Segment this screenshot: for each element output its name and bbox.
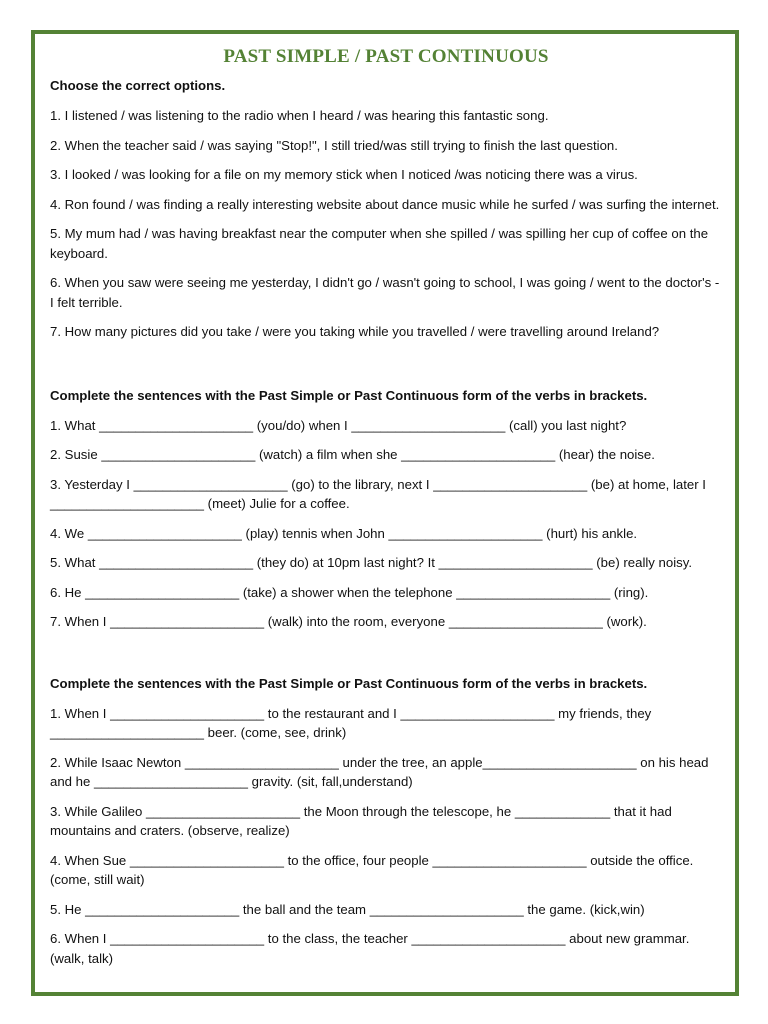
worksheet (50, 46, 722, 978)
exercise-item: 7. How many pictures did you take / were you taking while you travelled / were travelling around Ireland? (50, 324, 660, 339)
exercise-item: 2. While Isaac Newton _____________________ under the tree, an apple_____________________ on his head and he _____________________ gravity. (sit, fall,understand) (50, 754, 709, 789)
exercise-item: 7. When I _____________________ (walk) into the room, everyone _____________________ (work). (50, 614, 647, 629)
exercise-item: 2. When the teacher said / was saying "Stop!", I still tried/was still trying to finish the last question. (50, 137, 618, 153)
exercise-item: 3. Yesterday I _____________________ (go) to the library, next I _____________________ (be) at home, later I _____________________ (meet) Julie for a coffee. (50, 476, 706, 511)
section-spacer (50, 642, 722, 674)
exercise-item: 5. He _____________________ the ball and the team _____________________ the game. (kick,win) (50, 901, 645, 917)
exercise-item: 4. When Sue _____________________ to the office, four people _____________________ outside the office. (come, still wait) (50, 852, 694, 887)
exercise-item: 1. I listened / was listening to the radio when I heard / was hearing this fantastic song. (50, 108, 549, 123)
section2-heading: Complete the sentences with the Past Simple or Past Continuous form of the verbs in brackets. (50, 387, 648, 403)
exercise-item: 1. When I _____________________ to the restaurant and I _____________________ my friends, they _____________________ beer. (come, see, drink) (50, 705, 652, 740)
exercise-item: 5. What _____________________ (they do) at 10pm last night? It _____________________ (be) really noisy. (50, 555, 693, 570)
exercise-item: 3. I looked / was looking for a file on my memory stick when I noticed /was noticing there was a virus. (50, 167, 638, 182)
page-title: PAST SIMPLE / PAST CONTINUOUS (223, 46, 549, 67)
section-spacer (50, 352, 722, 386)
exercise-item: 6. When you saw were seeing me yesterday, I didn't go / wasn't going to school, I was going / went to the doctor's - I felt terrible. (50, 275, 720, 310)
exercise-item: 4. We _____________________ (play) tennis when John _____________________ (hurt) his ankle. (50, 525, 638, 541)
exercise-item: 6. When I _____________________ to the class, the teacher _____________________ about new grammar. (walk, talk) (50, 931, 690, 966)
exercise-item: 5. My mum had / was having breakfast near the computer when she spilled / was spilling her cup of coffee on the keyboard. (50, 226, 709, 261)
page-border (31, 30, 739, 996)
exercise-item: 6. He _____________________ (take) a shower when the telephone _____________________ (ring). (50, 584, 649, 600)
exercise-item: 1. What _____________________ (you/do) when I _____________________ (call) you last night? (50, 417, 627, 433)
section1-heading: Choose the correct options. (50, 78, 226, 93)
exercise-item: 4. Ron found / was finding a really interesting website about dance music while he surfed / was surfing the internet. (50, 196, 720, 212)
section3-heading: Complete the sentences with the Past Simple or Past Continuous form of the verbs in brackets. (50, 675, 648, 691)
exercise-item: 3. While Galileo _____________________ the Moon through the telescope, he _____________ that it had mountains and craters. (observe, realize) (50, 803, 672, 838)
exercise-item: 2. Susie _____________________ (watch) a film when she _____________________ (hear) the noise. (50, 447, 655, 462)
